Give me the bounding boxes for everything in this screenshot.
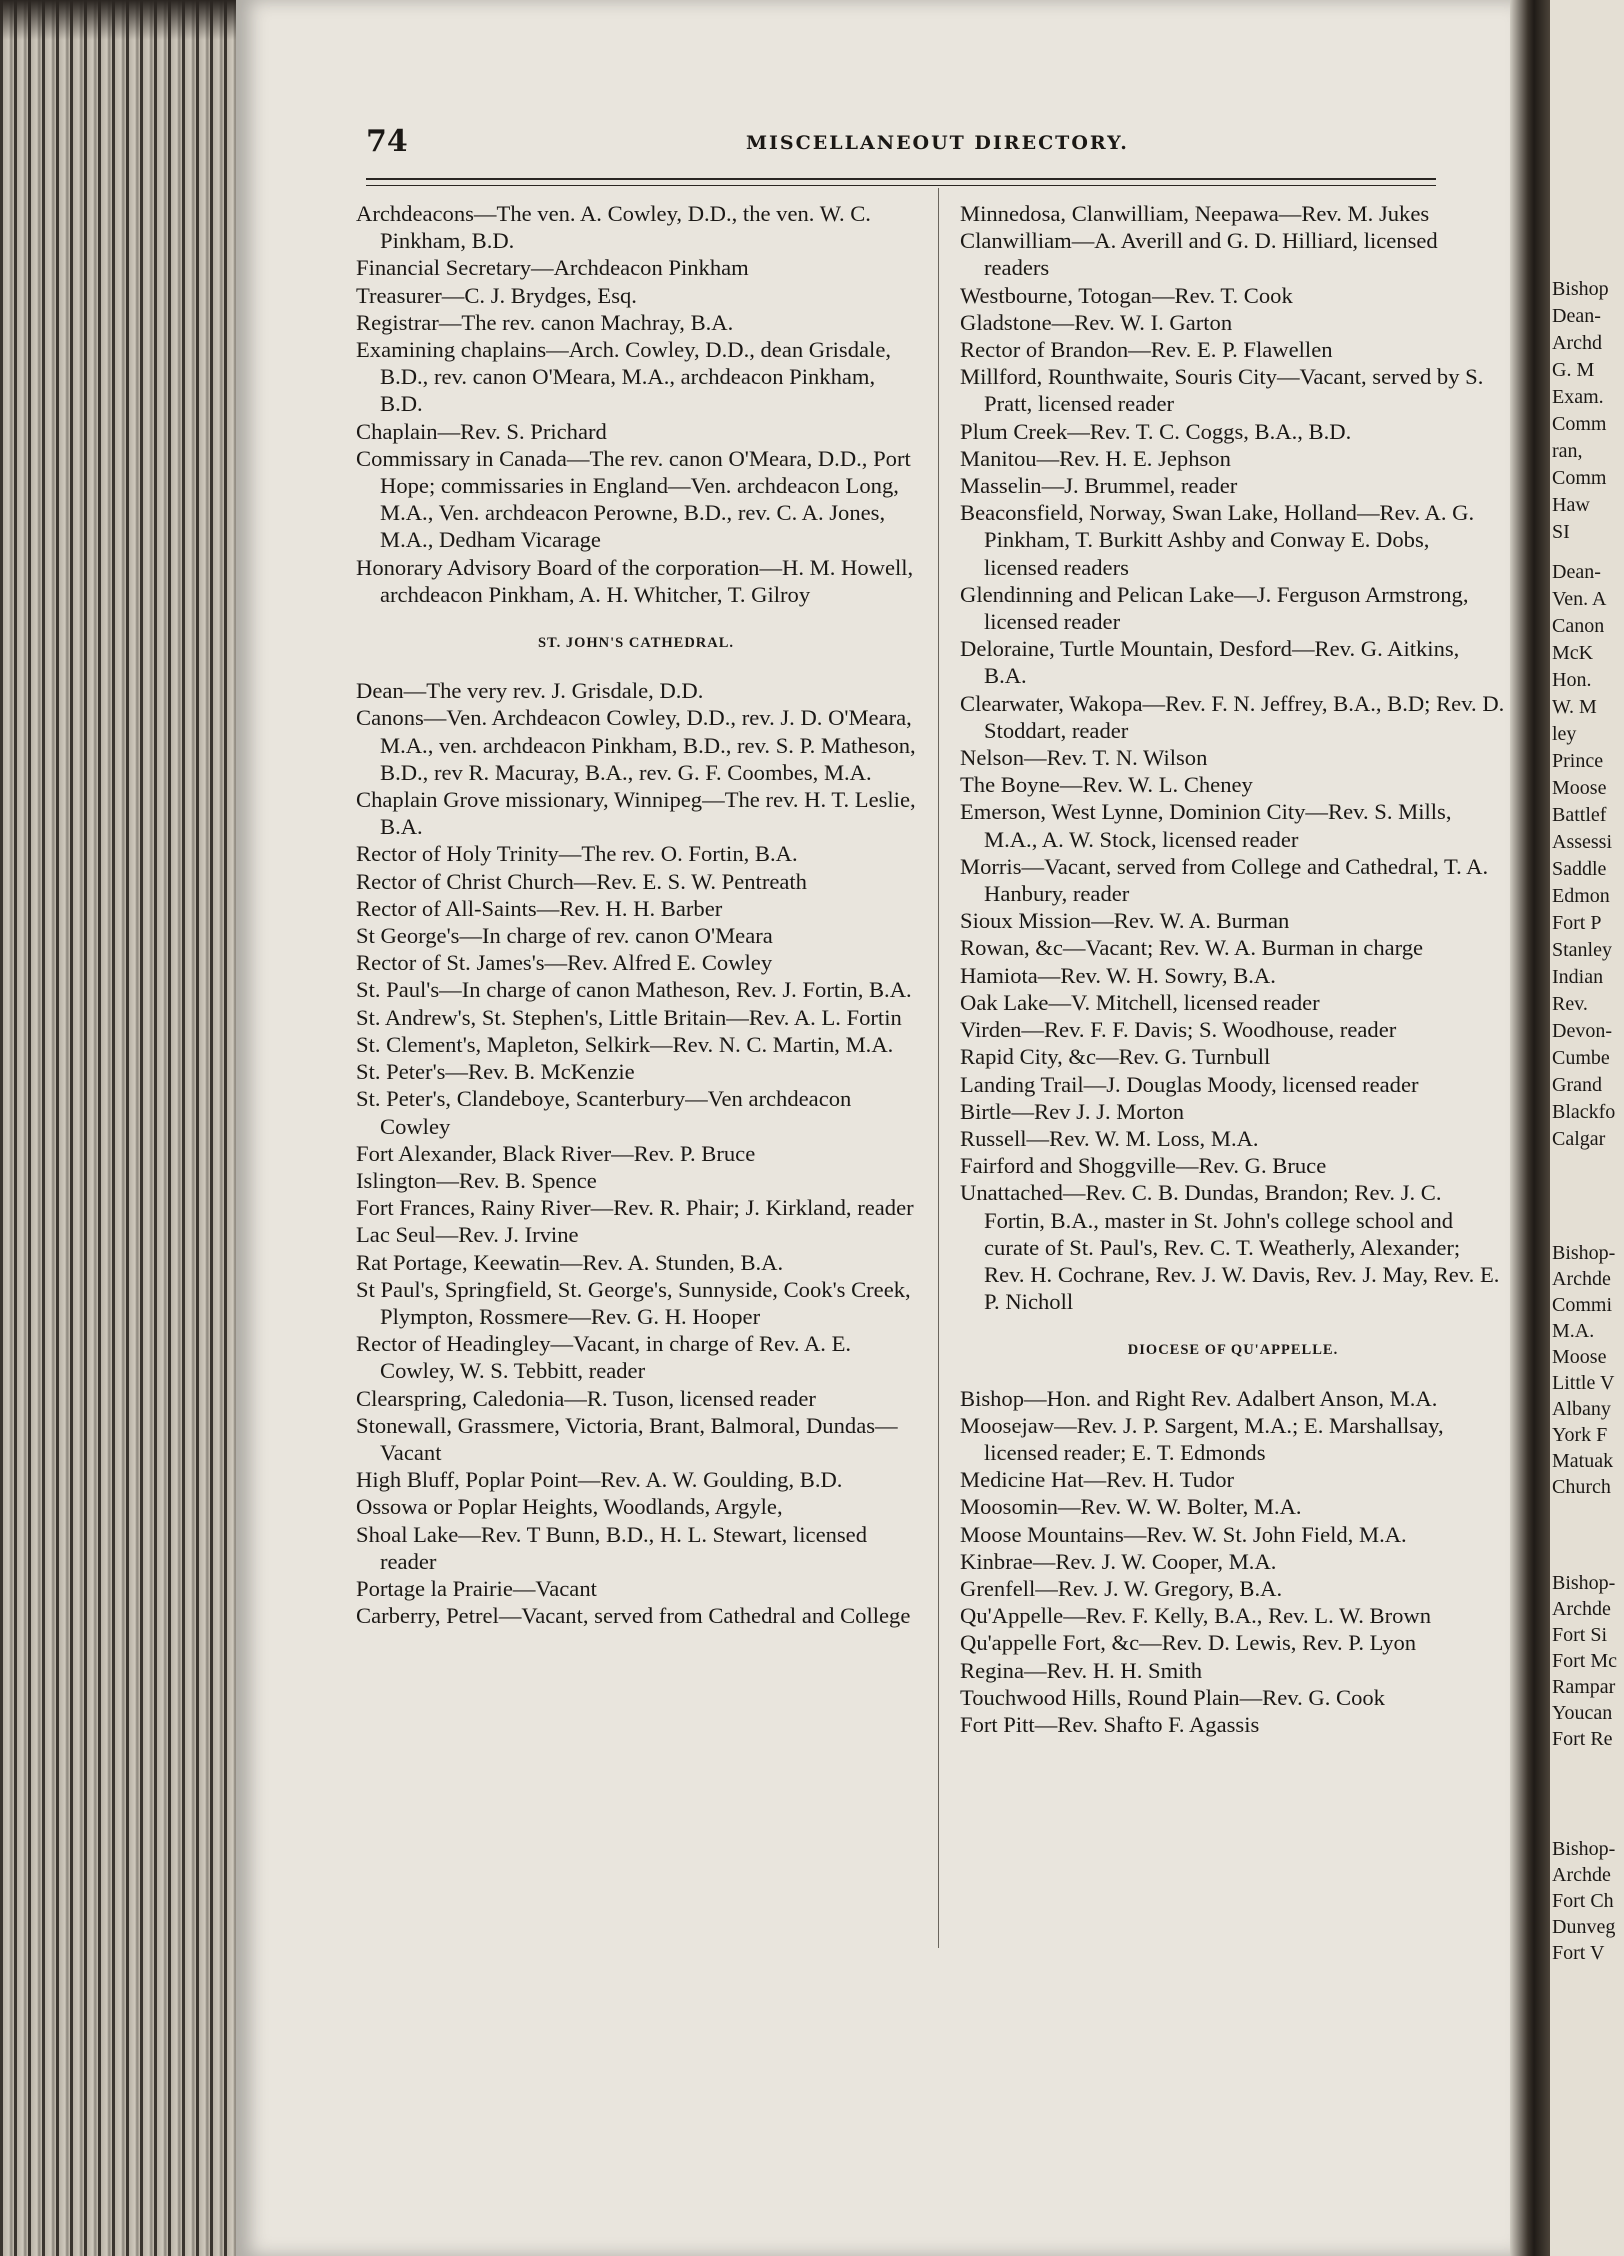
directory-entry: Hamiota—Rev. W. H. Sowry, B.A. xyxy=(960,962,1276,988)
adjacent-page-fragment: Moose xyxy=(1552,777,1607,799)
page-number: 74 xyxy=(366,124,408,159)
adjacent-page-fragment: Cumbe xyxy=(1552,1047,1610,1069)
directory-entry: Virden—Rev. F. F. Davis; S. Woodhouse, reader xyxy=(960,1017,1397,1043)
directory-entry: High Bluff, Poplar Point—Rev. A. W. Goulding, B.D. xyxy=(356,1467,843,1493)
directory-entry: Archdeacons—The ven. A. Cowley, D.D., the ven. W. C. Pinkham, B.D. xyxy=(356,201,871,254)
right-column xyxy=(960,200,1506,1738)
directory-entry: Shoal Lake—Rev. T Bunn, B.D., H. L. Stewart, licensed reader xyxy=(356,1521,868,1574)
directory-entry: Beaconsfield, Norway, Swan Lake, Holland—Rev. A. G. Pinkham, T. Burkitt Ashby and Conway E. Dobs, licensed readers xyxy=(960,500,1475,580)
header-rule xyxy=(366,178,1436,186)
adjacent-page-fragment: Bishop xyxy=(1552,278,1609,300)
directory-entry: Honorary Advisory Board of the corporation—H. M. Howell, archdeacon Pinkham, A. H. Whitcher, T. Gilroy xyxy=(356,554,914,607)
directory-entry: Fairford and Shoggville—Rev. G. Bruce xyxy=(960,1153,1327,1179)
adjacent-page-fragment: Fort Ch xyxy=(1552,1890,1614,1912)
directory-entry: Dean—The very rev. J. Grisdale, D.D. xyxy=(356,678,704,704)
adjacent-page-fragment: Bishop- xyxy=(1552,1242,1616,1264)
adjacent-page-fragment: ley xyxy=(1552,723,1577,745)
directory-entry: Islington—Rev. B. Spence xyxy=(356,1167,597,1193)
adjacent-page-fragment: Archde xyxy=(1552,1598,1611,1620)
directory-entry: Nelson—Rev. T. N. Wilson xyxy=(960,745,1208,771)
adjacent-page-fragment: Comm xyxy=(1552,413,1607,435)
running-head: MISCELLANEOUT DIRECTORY. xyxy=(746,132,1129,154)
directory-entry: Rector of All-Saints—Rev. H. H. Barber xyxy=(356,895,723,921)
book-page xyxy=(236,0,1510,2256)
directory-entry: Grenfell—Rev. J. W. Gregory, B.A. xyxy=(960,1575,1283,1601)
adjacent-page-fragment: Indian xyxy=(1552,966,1604,988)
adjacent-page-fragment: Archde xyxy=(1552,1268,1611,1290)
adjacent-page-fragment: M.A. xyxy=(1552,1320,1595,1342)
directory-entry: St. Peter's, Clandeboye, Scanterbury—Ven archdeacon Cowley xyxy=(356,1086,852,1139)
directory-entry: Rector of Holy Trinity—The rev. O. Fortin, B.A. xyxy=(356,841,798,867)
directory-entry: Fort Frances, Rainy River—Rev. R. Phair; J. Kirkland, reader xyxy=(356,1195,914,1221)
directory-entry: Commissary in Canada—The rev. canon O'Meara, D.D., Port Hope; commissaries in England—Ven. archdeacon Long, M.A., Ven. archdeacon Perowne, B.D., rev. C. A. Jones, M.A., Dedham Vicarage xyxy=(356,445,911,553)
directory-entry: Oak Lake—V. Mitchell, licensed reader xyxy=(960,989,1320,1015)
book-page-stack-shadow xyxy=(0,0,236,40)
adjacent-page-fragment: G. M xyxy=(1552,359,1595,381)
adjacent-page-fragment: Fort V xyxy=(1552,1942,1605,1964)
adjacent-page-fragment: Edmon xyxy=(1552,885,1610,907)
adjacent-page-fragment: York F xyxy=(1552,1424,1608,1446)
section-heading-cathedral: ST. JOHN'S CATHEDRAL. xyxy=(537,635,735,652)
directory-entry: St. Paul's—In charge of canon Matheson, Rev. J. Fortin, B.A. xyxy=(356,977,912,1003)
adjacent-page-fragment: Stanley xyxy=(1552,939,1612,961)
adjacent-page-fragment: Dean- xyxy=(1552,305,1601,327)
directory-entry: Ossowa or Poplar Heights, Woodlands, Argyle, xyxy=(356,1494,783,1520)
adjacent-page-fragment: Haw xyxy=(1552,494,1590,516)
adjacent-page-edge xyxy=(1550,0,1624,2256)
adjacent-page-fragment: Blackfo xyxy=(1552,1101,1616,1123)
directory-entry: Rector of Brandon—Rev. E. P. Flawellen xyxy=(960,337,1333,363)
directory-entry: Rapid City, &c—Rev. G. Turnbull xyxy=(960,1044,1271,1070)
adjacent-page-fragment: Prince xyxy=(1552,750,1604,772)
adjacent-page-fragment: Bishop- xyxy=(1552,1838,1616,1860)
directory-entry: Registrar—The rev. canon Machray, B.A. xyxy=(356,309,734,335)
directory-entry: Regina—Rev. H. H. Smith xyxy=(960,1657,1203,1683)
directory-entry: Moose Mountains—Rev. W. St. John Field, M.A. xyxy=(960,1521,1407,1547)
left-column xyxy=(356,200,916,1629)
directory-entry: St George's—In charge of rev. canon O'Meara xyxy=(356,923,773,949)
adjacent-page-fragment: Rev. xyxy=(1552,993,1588,1015)
adjacent-page-fragment: Fort P xyxy=(1552,912,1602,934)
directory-entry: Unattached—Rev. C. B. Dundas, Brandon; Rev. J. C. Fortin, B.A., master in St. John's college school and curate of St. Paul's, Rev. C. T. Weatherly, Alexander; Rev. H. Cochrane, Rev. J. W. Davis, Rev. J. May, Rev. E. P. Nicholl xyxy=(960,1180,1500,1315)
directory-entry: Chaplain—Rev. S. Prichard xyxy=(356,418,607,444)
directory-entry: Kinbrae—Rev. J. W. Cooper, M.A. xyxy=(960,1548,1277,1574)
directory-entry: Deloraine, Turtle Mountain, Desford—Rev. G. Aitkins, B.A. xyxy=(960,636,1460,689)
adjacent-page-fragment: Moose xyxy=(1552,1346,1607,1368)
directory-entry: Rector of Headingley—Vacant, in charge of Rev. A. E. Cowley, W. S. Tebbitt, reader xyxy=(356,1331,852,1384)
directory-entry: Lac Seul—Rev. J. Irvine xyxy=(356,1222,579,1248)
directory-entry: Fort Alexander, Black River—Rev. P. Bruce xyxy=(356,1140,756,1166)
directory-entry: Glendinning and Pelican Lake—J. Ferguson Armstrong, licensed reader xyxy=(960,581,1469,635)
adjacent-page-fragment: Ven. A xyxy=(1552,588,1607,610)
directory-entry: Minnedosa, Clanwilliam, Neepawa—Rev. M. Jukes xyxy=(960,201,1430,226)
adjacent-page-fragment: W. M xyxy=(1552,696,1597,718)
adjacent-page-fragment: Archd xyxy=(1552,332,1602,354)
adjacent-page-fragment: Bishop- xyxy=(1552,1572,1616,1594)
directory-entry: Landing Trail—J. Douglas Moody, licensed reader xyxy=(960,1071,1419,1097)
directory-entry: Manitou—Rev. H. E. Jephson xyxy=(960,445,1231,471)
book-gutter xyxy=(1510,0,1550,2256)
directory-entry: Medicine Hat—Rev. H. Tudor xyxy=(960,1467,1235,1493)
adjacent-page-fragment: Rampar xyxy=(1552,1676,1616,1698)
adjacent-page-fragment: Dean- xyxy=(1552,561,1601,583)
adjacent-page-fragment: Fort Si xyxy=(1552,1624,1608,1646)
adjacent-page-fragment: SI xyxy=(1552,521,1570,543)
intro-entries xyxy=(356,200,916,608)
directory-entry: Touchwood Hills, Round Plain—Rev. G. Cook xyxy=(960,1684,1385,1710)
adjacent-page-fragment: Church xyxy=(1552,1476,1611,1498)
adjacent-page-fragment: Albany xyxy=(1552,1398,1611,1420)
directory-entry: Clanwilliam—A. Averill and G. D. Hilliard, licensed readers xyxy=(960,228,1438,281)
directory-entry: Moosomin—Rev. W. W. Bolter, M.A. xyxy=(960,1494,1302,1520)
directory-entry: Canons—Ven. Archdeacon Cowley, D.D., rev. J. D. O'Meara, M.A., ven. archdeacon Pinkham, B.D., rev. S. P. Matheson, B.D., rev R. Macuray, B.A., rev. G. F. Coombes, M.A. xyxy=(356,705,916,785)
directory-entry: Plum Creek—Rev. T. C. Coggs, B.A., B.D. xyxy=(960,418,1352,444)
directory-entry: Fort Pitt—Rev. Shafto F. Agassis xyxy=(960,1711,1260,1737)
adjacent-page-fragment: ran, xyxy=(1552,440,1583,462)
adjacent-page-fragment: Fort Re xyxy=(1552,1728,1613,1750)
directory-entry: Stonewall, Grassmere, Victoria, Brant, Balmoral, Dundas—Vacant xyxy=(356,1412,898,1465)
directory-entry: Portage la Prairie—Vacant xyxy=(356,1575,597,1601)
directory-entry: Treasurer—C. J. Brydges, Esq. xyxy=(356,282,637,308)
section-heading-diocese: DIOCESE OF QU'APPELLE. xyxy=(1127,1342,1339,1359)
directory-entry: Morris—Vacant, served from College and Cathedral, T. A. Hanbury, reader xyxy=(960,853,1489,907)
adjacent-page-fragment: Little V xyxy=(1552,1372,1615,1394)
directory-entry: St. Andrew's, St. Stephen's, Little Britain—Rev. A. L. Fortin xyxy=(356,1004,902,1030)
diocese-entries xyxy=(960,1385,1506,1739)
directory-entry: Rector of St. James's—Rev. Alfred E. Cowley xyxy=(356,950,773,976)
adjacent-page-fragment: Devon- xyxy=(1552,1020,1612,1042)
column-divider xyxy=(938,188,939,1948)
directory-entry: St. Clement's, Mapleton, Selkirk—Rev. N. C. Martin, M.A. xyxy=(356,1031,894,1057)
directory-entry: Qu'Appelle—Rev. F. Kelly, B.A., Rev. L. W. Brown xyxy=(960,1603,1432,1629)
directory-entry: Carberry, Petrel—Vacant, served from Cathedral and College xyxy=(356,1603,911,1629)
directory-entry: Birtle—Rev J. J. Morton xyxy=(960,1098,1185,1124)
adjacent-page-fragment: Comm xyxy=(1552,467,1607,489)
adjacent-page-fragment: Matuak xyxy=(1552,1450,1614,1472)
page-header xyxy=(366,120,1436,160)
directory-entry: St Paul's, Springfield, St. George's, Sunnyside, Cook's Creek, Plympton, Rossmere—Rev. G. H. Hooper xyxy=(356,1276,911,1329)
directory-entry: Qu'appelle Fort, &c—Rev. D. Lewis, Rev. P. Lyon xyxy=(960,1630,1417,1656)
adjacent-page-fragment: Commi xyxy=(1552,1294,1613,1316)
directory-entry: Westbourne, Totogan—Rev. T. Cook xyxy=(960,282,1293,308)
directory-entry: Clearspring, Caledonia—R. Tuson, licensed reader xyxy=(356,1385,816,1411)
directory-entry: Gladstone—Rev. W. I. Garton xyxy=(960,309,1233,335)
directory-entry: Emerson, West Lynne, Dominion City—Rev. S. Mills, M.A., A. W. Stock, licensed reader xyxy=(960,799,1452,852)
adjacent-page-fragment: Archde xyxy=(1552,1864,1611,1886)
directory-entry: Chaplain Grove missionary, Winnipeg—The rev. H. T. Leslie, B.A. xyxy=(356,787,916,840)
adjacent-page-fragment: Fort Mc xyxy=(1552,1650,1617,1672)
parish-entries xyxy=(960,200,1506,1315)
cathedral-entries xyxy=(356,677,916,1629)
adjacent-page-fragment: Assessi xyxy=(1552,831,1613,853)
directory-entry: Clearwater, Wakopa—Rev. F. N. Jeffrey, B.A., B.D; Rev. D. Stoddart, reader xyxy=(960,690,1505,743)
adjacent-page-fragment: Exam. xyxy=(1552,386,1604,408)
adjacent-page-fragment: Grand xyxy=(1552,1074,1602,1096)
directory-entry: Millford, Rounthwaite, Souris City—Vacant, served by S. Pratt, licensed reader xyxy=(960,364,1484,417)
directory-entry: St. Peter's—Rev. B. McKenzie xyxy=(356,1059,635,1085)
directory-entry: Rector of Christ Church—Rev. E. S. W. Pentreath xyxy=(356,868,807,894)
directory-entry: Financial Secretary—Archdeacon Pinkham xyxy=(356,255,749,281)
adjacent-page-fragment: Hon. xyxy=(1552,669,1592,691)
directory-entry: Rat Portage, Keewatin—Rev. A. Stunden, B.A. xyxy=(356,1249,784,1275)
directory-entry: Bishop—Hon. and Right Rev. Adalbert Anson, M.A. xyxy=(960,1385,1438,1411)
adjacent-page-fragment: Canon xyxy=(1552,615,1605,637)
directory-entry: Examining chaplains—Arch. Cowley, D.D., dean Grisdale, B.D., rev. canon O'Meara, M.A., archdeacon Pinkham, B.D. xyxy=(356,337,892,417)
adjacent-page-fragment: McK xyxy=(1552,642,1594,664)
adjacent-page-fragment: Battlef xyxy=(1552,804,1607,826)
directory-entry: Russell—Rev. W. M. Loss, M.A. xyxy=(960,1125,1259,1151)
directory-entry: Sioux Mission—Rev. W. A. Burman xyxy=(960,908,1290,934)
directory-entry: Moosejaw—Rev. J. P. Sargent, M.A.; E. Marshallsay, licensed reader; E. T. Edmonds xyxy=(960,1412,1444,1465)
directory-entry: The Boyne—Rev. W. L. Cheney xyxy=(960,772,1253,798)
adjacent-page-fragment: Calgar xyxy=(1552,1128,1606,1150)
adjacent-page-fragment: Saddle xyxy=(1552,858,1607,880)
directory-entry: Rowan, &c—Vacant; Rev. W. A. Burman in charge xyxy=(960,935,1424,961)
adjacent-page-fragment: Youcan xyxy=(1552,1702,1613,1724)
adjacent-page-fragment: Dunveg xyxy=(1552,1916,1616,1938)
directory-entry: Masselin—J. Brummel, reader xyxy=(960,473,1238,499)
book-page-stack xyxy=(0,0,236,2256)
